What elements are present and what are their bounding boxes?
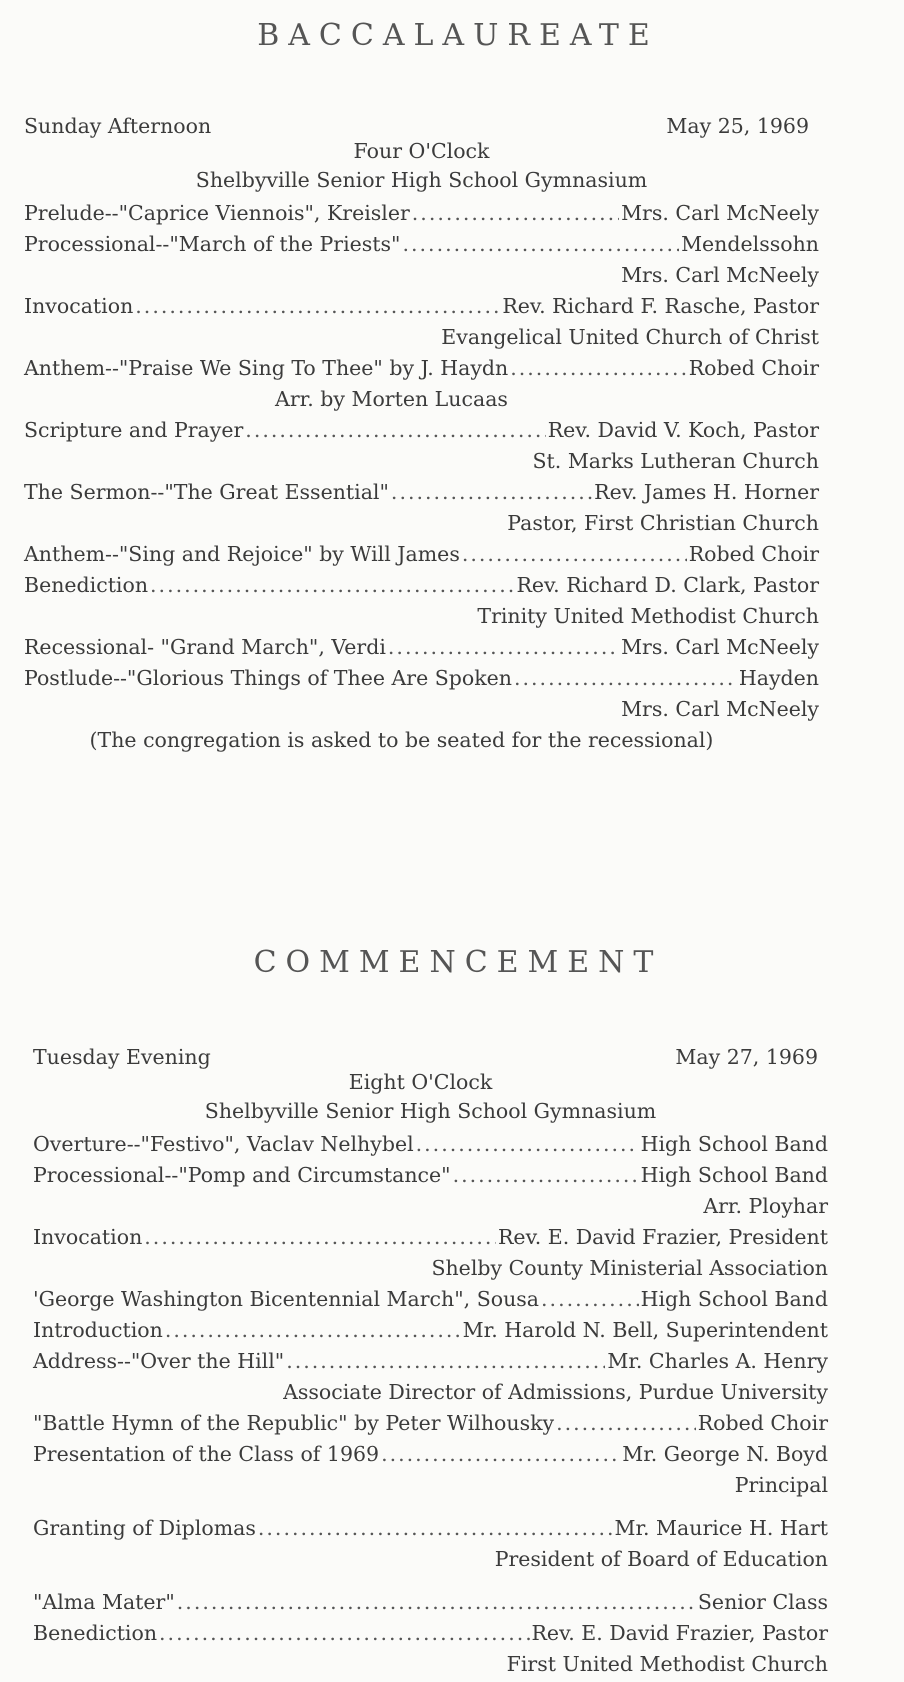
item-title: Recessional- "Grand March", Verdi [24, 635, 386, 659]
item-title: Processional--"March of the Priests" [24, 232, 401, 256]
item-detail: Principal [734, 1473, 828, 1497]
program-block [0, 1042, 828, 1680]
event-date: May 25, 1969 [666, 114, 809, 138]
program-item [33, 1587, 828, 1618]
commencement-section [0, 945, 904, 1680]
item-performer: Rev. Richard D. Clark, Pastor [516, 573, 819, 597]
item-title: Processional--"Pomp and Circumstance" [33, 1163, 451, 1187]
program-item [33, 1129, 828, 1160]
item-title: Benediction [24, 573, 149, 597]
program-block [0, 111, 819, 756]
item-title: "Battle Hymn of the Republic" by Peter Wilhousky [33, 1411, 555, 1435]
item-detail: Mrs. Carl McNeely [621, 263, 819, 287]
event-day: Sunday Afternoon [24, 114, 212, 138]
program-item [24, 663, 819, 694]
program-item [33, 1618, 828, 1649]
item-detail: Trinity United Methodist Church [477, 604, 819, 628]
item-performer: Senior Class [697, 1590, 828, 1614]
program-item [33, 1160, 828, 1191]
event-place: Shelbyville Senior High School Gymnasium [204, 1099, 657, 1123]
event-place: Shelbyville Senior High School Gymnasium [195, 168, 648, 192]
program-item [24, 570, 819, 601]
item-detail: Mrs. Carl McNeely [621, 697, 819, 721]
item-detail: St. Marks Lutheran Church [532, 449, 819, 473]
program-item [24, 291, 819, 322]
item-performer: Mr. George N. Boyd [622, 1442, 828, 1466]
item-title: Anthem--"Sing and Rejoice" by Will James [24, 542, 460, 566]
program-item [33, 1408, 828, 1439]
item-detail: Shelby County Ministerial Association [431, 1256, 828, 1280]
item-title: 'George Washington Bicentennial March", Sousa [33, 1287, 540, 1311]
item-performer: Mr. Maurice H. Hart [614, 1516, 828, 1540]
program-item [33, 1346, 828, 1377]
program-item [33, 1284, 828, 1315]
item-title: Address--"Over the Hill" [33, 1349, 285, 1373]
item-performer: Rev. E. David Frazier, Pastor [531, 1621, 828, 1645]
program-item [33, 1315, 828, 1346]
event-date: May 27, 1969 [675, 1045, 818, 1069]
item-title: Invocation [33, 1225, 143, 1249]
baccalaureate-section [0, 18, 904, 756]
section-title: BACCALAUREATE [257, 18, 659, 53]
item-detail: President of Board of Education [494, 1547, 828, 1571]
item-performer: Mrs. Carl McNeely [621, 201, 819, 225]
item-title: The Sermon--"The Great Essential" [24, 480, 389, 504]
program-item [33, 1222, 828, 1253]
program-item [24, 539, 819, 570]
congregation-note: (The congregation is asked to be seated for the recessional) [89, 728, 714, 752]
item-title: Invocation [24, 294, 134, 318]
item-performer: Robed Choir [688, 356, 819, 380]
item-title: Benediction [33, 1621, 158, 1645]
program-item [24, 229, 819, 260]
item-title: Anthem--"Praise We Sing To Thee" by J. Haydn [24, 356, 509, 380]
item-performer: High School Band [640, 1163, 828, 1187]
event-time: Four O'Clock [353, 139, 490, 163]
item-title: Granting of Diplomas [33, 1516, 256, 1540]
program-item [33, 1439, 828, 1470]
item-performer: Rev. Richard F. Rasche, Pastor [502, 294, 819, 318]
item-performer: High School Band [640, 1287, 828, 1311]
item-title: Scripture and Prayer [24, 418, 244, 442]
item-performer: Mr. Charles A. Henry [607, 1349, 828, 1373]
item-performer: Mendelssohn [681, 232, 819, 256]
item-title: Introduction [33, 1318, 163, 1342]
item-performer: Mr. Harold N. Bell, Superintendent [462, 1318, 828, 1342]
item-detail: Pastor, First Christian Church [507, 511, 819, 535]
item-title: Overture--"Festivo", Vaclav Nelhybel [33, 1132, 414, 1156]
item-title: Prelude--"Caprice Viennois", Kreisler [24, 201, 410, 225]
item-performer: High School Band [640, 1132, 828, 1156]
item-performer: Rev. James H. Horner [594, 480, 819, 504]
item-performer: Robed Choir [697, 1411, 828, 1435]
item-performer: Robed Choir [688, 542, 819, 566]
program-item [24, 477, 819, 508]
item-detail: First United Methodist Church [506, 1652, 828, 1676]
item-title: Postlude--"Glorious Things of Thee Are Spoken [24, 666, 512, 690]
item-performer: Rev. E. David Frazier, President [498, 1225, 828, 1249]
program-item [24, 198, 819, 229]
section-title: COMMENCEMENT [253, 945, 663, 980]
item-detail: Associate Director of Admissions, Purdue University [283, 1380, 828, 1404]
item-title: Presentation of the Class of 1969 [33, 1442, 380, 1466]
program-item [24, 415, 819, 446]
item-performer: Rev. David V. Koch, Pastor [547, 418, 819, 442]
program-item [33, 1513, 828, 1544]
event-time: Eight O'Clock [348, 1070, 493, 1094]
program-item [24, 632, 819, 663]
item-performer: Hayden [738, 666, 819, 690]
item-detail: Evangelical United Church of Christ [441, 325, 819, 349]
event-day: Tuesday Evening [33, 1045, 211, 1069]
item-performer: Mrs. Carl McNeely [621, 635, 819, 659]
item-detail: Arr. by Morten Lucaas [275, 387, 508, 411]
item-detail: Arr. Ployhar [703, 1194, 828, 1218]
program-item [24, 353, 819, 384]
item-title: "Alma Mater" [33, 1590, 175, 1614]
